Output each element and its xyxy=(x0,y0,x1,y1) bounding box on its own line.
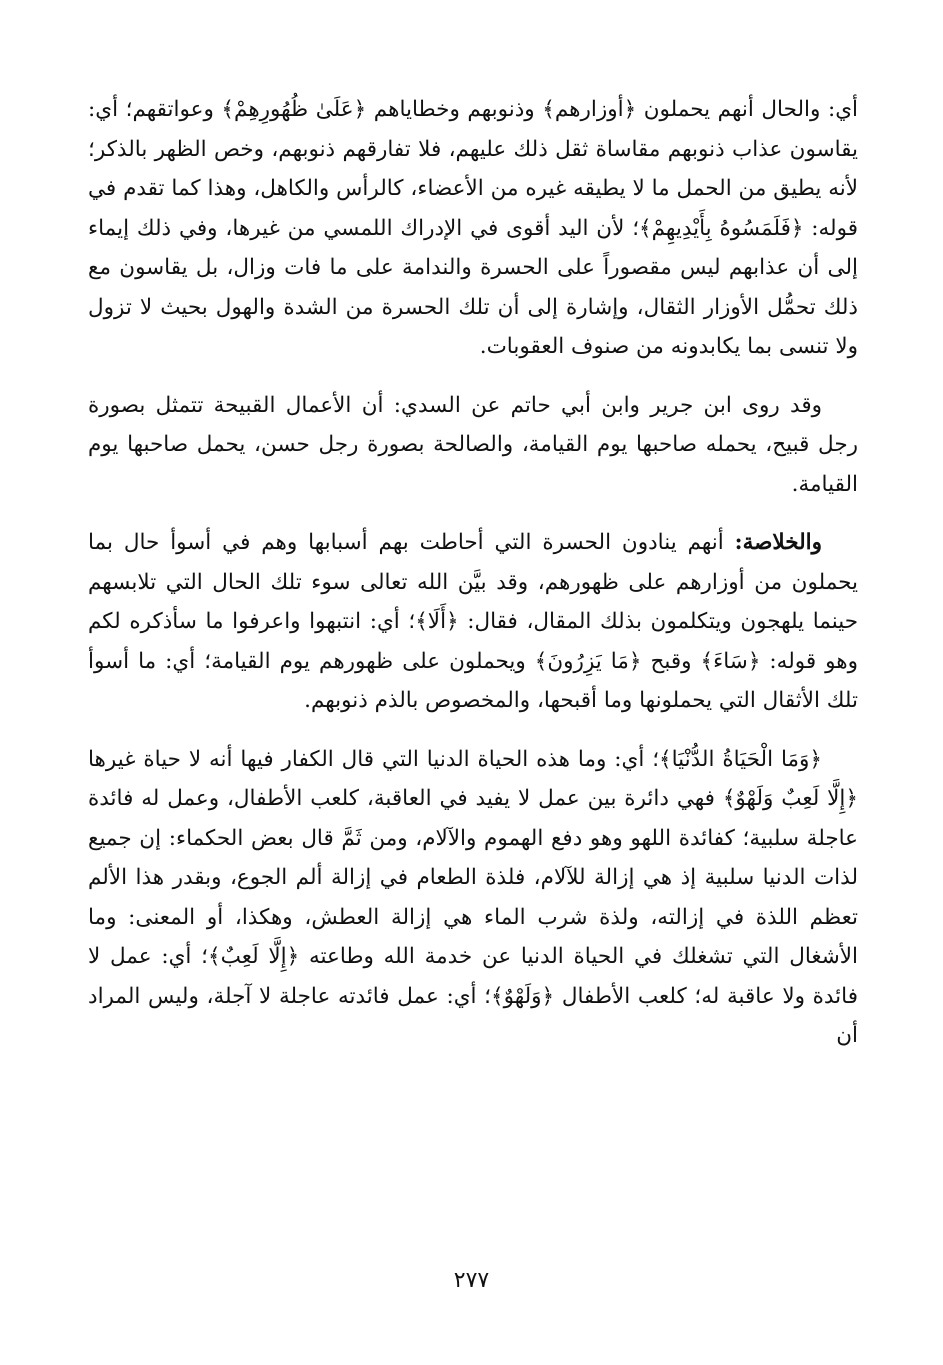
paragraph-2-text: وقد روى ابن جرير وابن أبي حاتم عن السدي: أن الأعمال القبيحة تتمثل بصورة رجل قبيح، يحمله صاحبها يوم القيامة، والصالحة بصورة رجل حسن، يحمل صاحبها يوم القيامة. xyxy=(88,392,858,497)
page-number: ٢٧٧ xyxy=(453,1268,490,1293)
page-body xyxy=(88,90,858,1075)
summary-heading: والخلاصة: xyxy=(734,530,822,555)
paragraph-4-text: ﴿وَمَا الْحَيَاةُ الدُّنْيَا﴾؛ أي: وما هذه الحياة الدنيا التي قال الكفار فيها أنه لا حياة غيرها ﴿إِلَّا لَعِبٌ وَلَهْوٌ﴾ فهي دائرة بين عمل لا يفيد في العاقبة، كلعب الأطفال، وعمل له فائدة عاجلة سلبية؛ كفائدة اللهو وهو دفع الهموم والآلام، ومن ثَمَّ قال بعض الحكماء: إن جميع لذات الدنيا سلبية إذ هي إزالة للآلام، فلذة الطعام في إزالة ألم الجوع، وبقدر هذا الألم تعظم اللذة في إزالته، ولذة شرب الماء هي إزالة العطش، وهكذا، أو المعنى: وما الأشغال التي تشغلك في الحياة الدنيا عن خدمة الله وطاعته ﴿إِلَّا لَعِبٌ﴾؛ أي: عمل لا فائدة ولا عاقبة له؛ كلعب الأطفال ﴿وَلَهْوٌ﴾؛ أي: عمل فائدته عاجلة لا آجلة، وليس المراد أن xyxy=(88,746,858,1048)
paragraph-3 xyxy=(88,523,858,721)
paragraph-3-text: أنهم ينادون الحسرة التي أحاطت بهم أسبابها وهم في أسوأ حال بما يحملون من أوزارهم على ظهورهم، وقد بيَّن الله تعالى سوء تلك الحال التي تلابسهم حينما يلهجون ويتكلمون بذلك المقال، فقال: ﴿أَلَا﴾؛ أي: انتبهوا واعرفوا ما سأذكره لكم وهو قوله: ﴿سَاءَ﴾ وقبح ﴿مَا يَزِرُونَ﴾ ويحملون على ظهورهم يوم القيامة؛ أي: ما أسوأ تلك الأثقال التي يحملونها وما أقبحها، والمخصوص بالذم ذنوبهم. xyxy=(88,530,858,713)
paragraph-1-text: أي: والحال أنهم يحملون ﴿أوزارهم﴾ وذنوبهم وخطاياهم ﴿عَلَىٰ ظُهُورِهِمْ﴾ وعواتقهم؛ أي: يقاسون عذاب ذنوبهم مقاساة ثقل ذلك عليهم، فلا تفارقهم ذنوبهم، وخص الظهر بالذكر؛ لأنه يطيق من الحمل ما لا يطيقه غيره من الأعضاء، كالرأس والكاهل، وهذا كما تقدم في قوله: ﴿فَلَمَسُوهُ بِأَيْدِيهِمْ﴾؛ لأن اليد أقوى في الإدراك اللمسي من غيرها، وفي ذلك إيماء إلى أن عذابهم ليس مقصوراً على الحسرة والندامة على ما فات وزال، بل يقاسون مع ذلك تحمُّل الأوزار الثقال، وإشارة إلى أن تلك الحسرة من الشدة والهول بحيث لا تزول ولا تنسى بما يكابدونه من صنوف العقوبات. xyxy=(88,97,858,359)
paragraph-2 xyxy=(88,386,858,505)
paragraph-1 xyxy=(88,90,858,367)
paragraph-4 xyxy=(88,740,858,1056)
